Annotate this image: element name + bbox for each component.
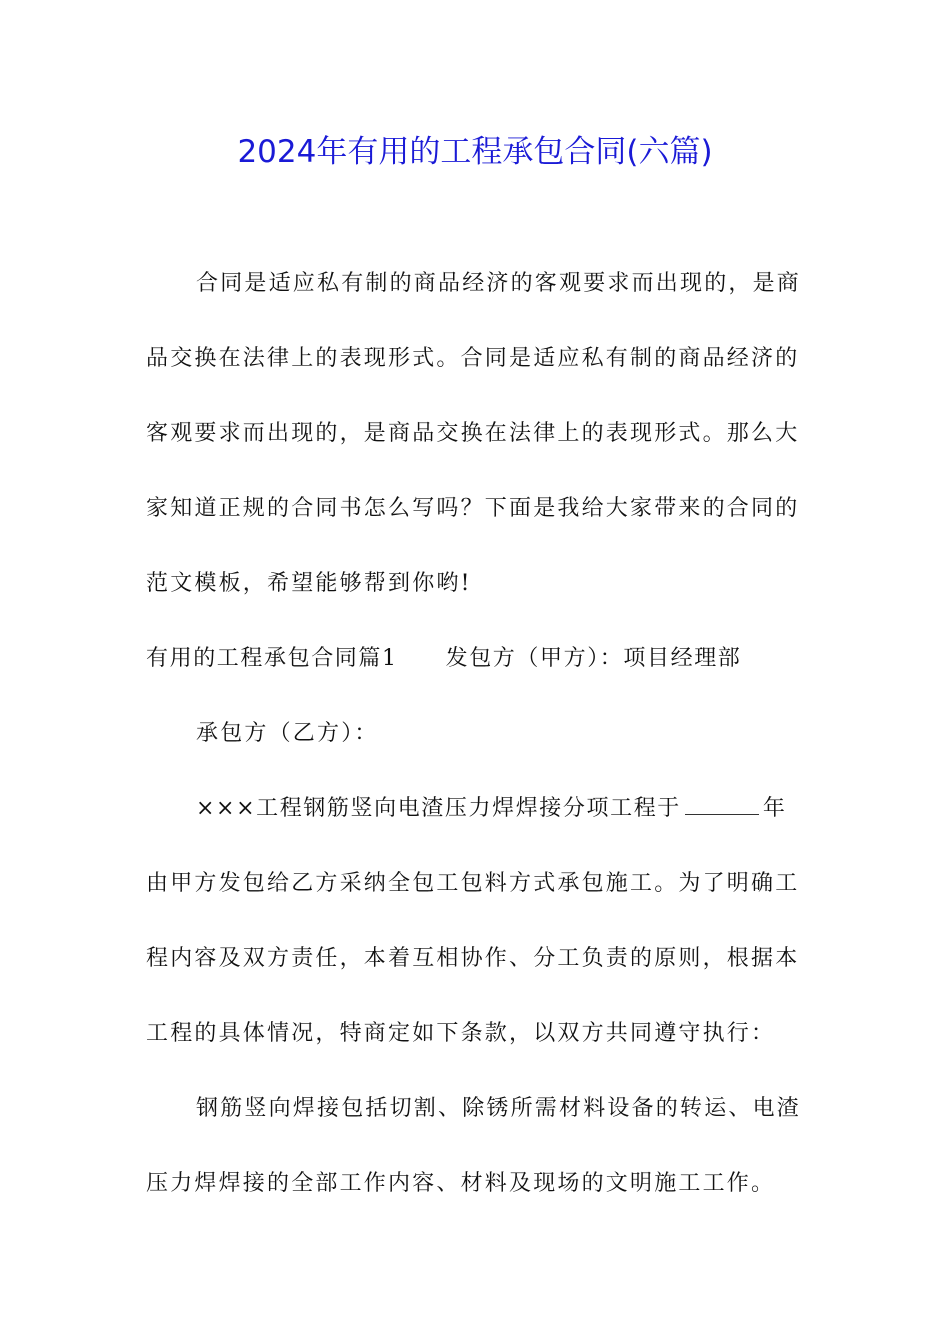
- intro-line-3: 客观要求而出现的，是商品交换在法律上的表现形式。那么大: [146, 421, 800, 446]
- section-heading-line: [146, 641, 806, 677]
- clause1-year: 年: [762, 796, 787, 821]
- party-a: 发包方（甲方）：项目经理部: [445, 646, 742, 671]
- intro-line-1: 合同是适应私有制的商品经济的客观要求而出现的，是商: [196, 271, 802, 296]
- year-blank: [685, 792, 759, 815]
- intro-line-5: 范文模板，希望能够帮到你哟!: [146, 571, 472, 596]
- clause2-line-1: 钢筋竖向焊接包括切割、除锈所需材料设备的转运、电渣: [196, 1096, 802, 1121]
- clause1-line-4: 工程的具体情况，特商定如下条款，以双方共同遵守执行：: [146, 1021, 776, 1046]
- clause1-line-3: 程内容及双方责任，本着互相协作、分工负责的原则，根据本: [146, 946, 800, 971]
- clause1-line-1: [196, 791, 806, 827]
- intro-line-4: 家知道正规的合同书怎么写吗？下面是我给大家带来的合同的: [146, 496, 800, 521]
- document-title: 2024年有用的工程承包合同(六篇): [237, 134, 713, 170]
- section-heading: 有用的工程承包合同篇1: [146, 646, 398, 671]
- clause1-text: ×××工程钢筋竖向电渣压力焊焊接分项工程于: [196, 796, 681, 821]
- intro-line-2: 品交换在法律上的表现形式。合同是适应私有制的商品经济的: [146, 346, 800, 371]
- clause1-line-2: 由甲方发包给乙方采纳全包工包料方式承包施工。为了明确工: [146, 871, 800, 896]
- party-b: 承包方（乙方）：: [196, 721, 379, 746]
- clause2-line-2: 压力焊焊接的全部工作内容、材料及现场的文明施工工作。: [146, 1171, 776, 1196]
